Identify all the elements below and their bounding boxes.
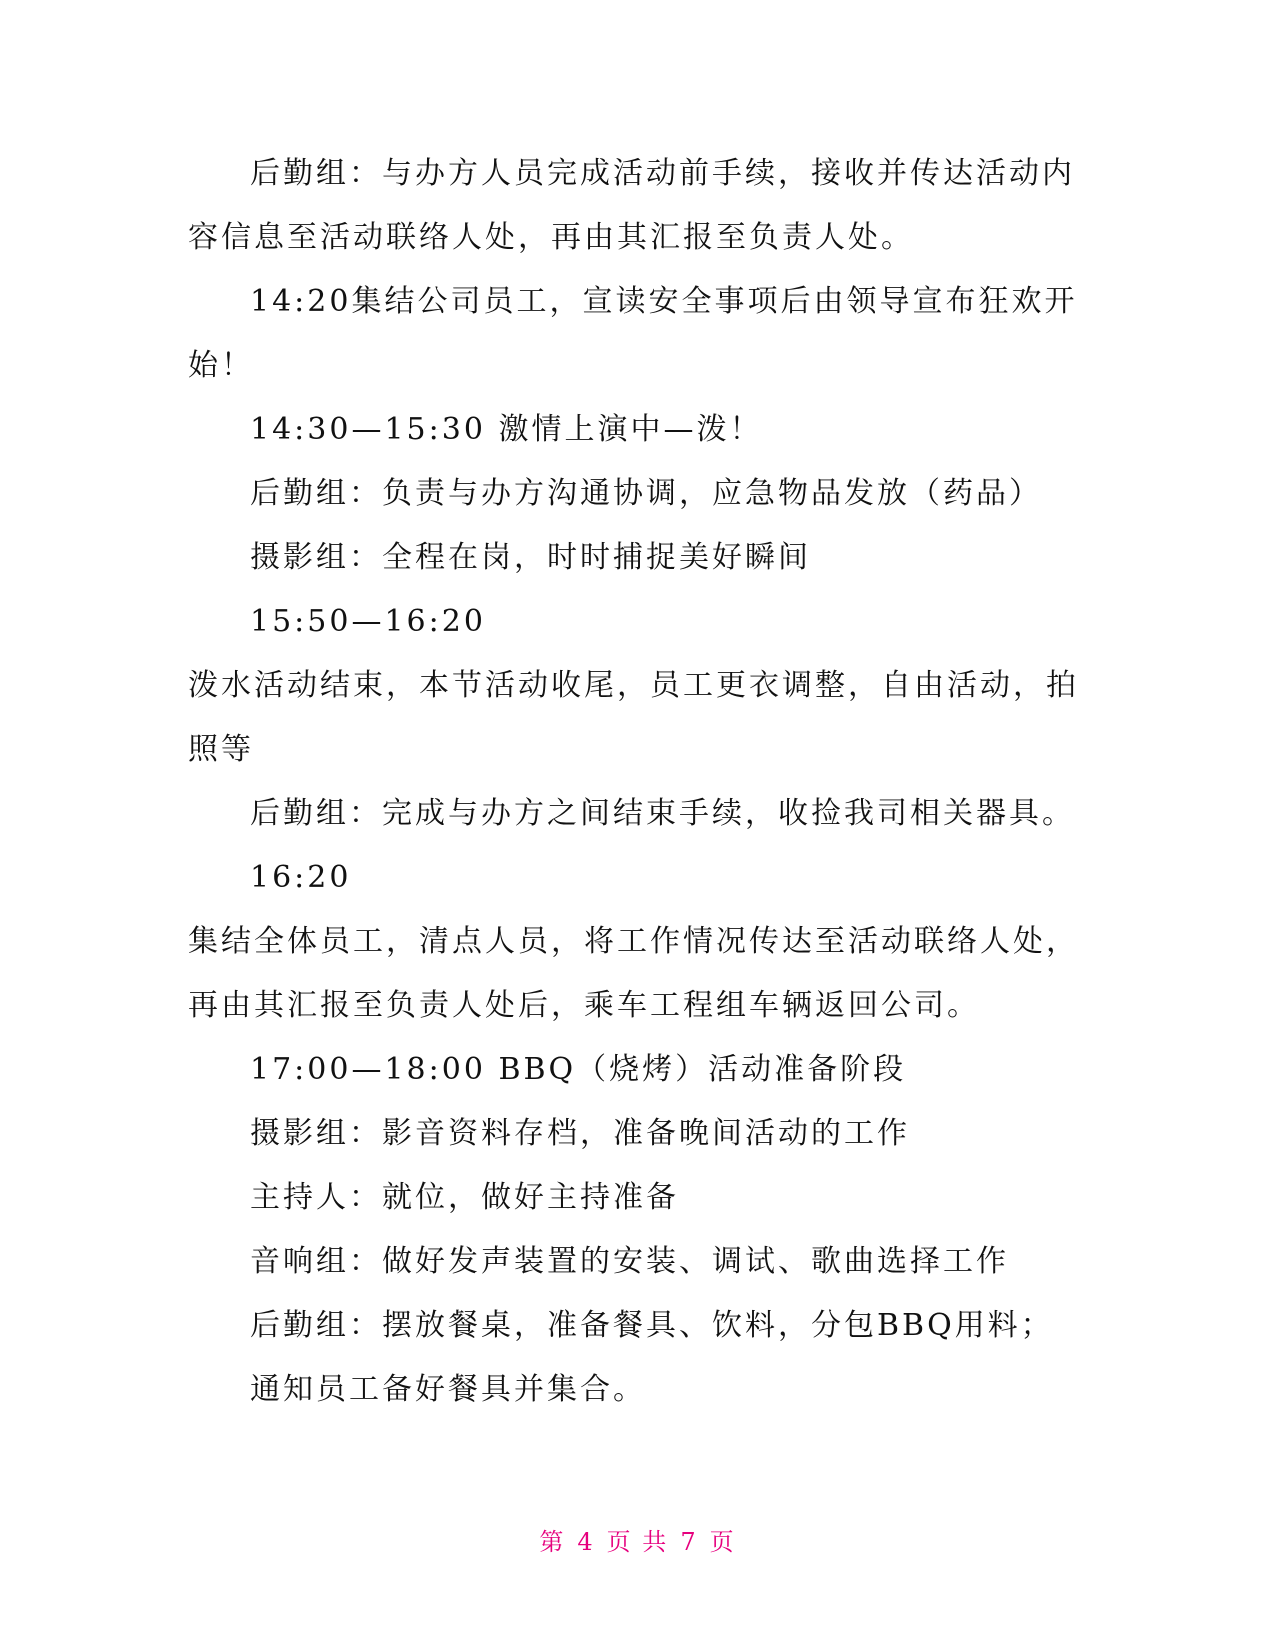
paragraph-1550-time: 15:50—16:20 (250, 604, 486, 639)
footer-suffix: 页 (709, 1528, 736, 1556)
paragraph-1420-assembly: 14:20集结公司员工，宣读安全事项后由领导宣布狂欢开始！ (188, 284, 1078, 383)
footer-middle: 页 共 (606, 1528, 669, 1556)
page-footer (0, 1522, 1275, 1557)
paragraph-logistics-coordination: 后勤组：负责与办方沟通协调，应急物品发放（药品） (250, 476, 1042, 511)
paragraph-photography-archive: 摄影组：影音资料存档，准备晚间活动的工作 (250, 1116, 910, 1151)
paragraph-1430-splash: 14:30—15:30 激情上演中—泼！ (250, 412, 763, 447)
paragraph-logistics-cleanup: 后勤组：完成与办方之间结束手续，收捡我司相关器具。 (250, 796, 1075, 831)
paragraph-notify-staff: 通知员工备好餐具并集合。 (250, 1372, 646, 1407)
footer-total-pages: 7 (680, 1528, 698, 1556)
paragraph-logistics-tables: 后勤组：摆放餐桌，准备餐具、饮料，分包BBQ用料； (250, 1308, 1054, 1343)
paragraph-audio-setup: 音响组：做好发声装置的安装、调试、歌曲选择工作 (250, 1244, 1009, 1279)
paragraph-1700-bbq-prep: 17:00—18:00 BBQ（烧烤）活动准备阶段 (250, 1052, 907, 1087)
paragraph-1620-time: 16:20 (250, 860, 352, 895)
footer-current-page: 4 (577, 1528, 595, 1556)
paragraph-photography-onduty: 摄影组：全程在岗，时时捕捉美好瞬间 (250, 540, 811, 575)
paragraph-return-company: 集结全体员工，清点人员，将工作情况传达至活动联络人处，再由其汇报至负责人处后，乘车工程组车辆返回公司。 (188, 924, 1079, 1023)
paragraph-host-ready: 主持人：就位，做好主持准备 (250, 1180, 679, 1215)
footer-prefix: 第 (539, 1528, 566, 1556)
document-body (188, 142, 1088, 1422)
paragraph-splash-end: 泼水活动结束，本节活动收尾，员工更衣调整，自由活动，拍照等 (188, 668, 1079, 767)
paragraph-logistics-pre: 后勤组：与办方人员完成活动前手续，接收并传达活动内容信息至活动联络人处，再由其汇报至负责人处。 (188, 156, 1075, 255)
